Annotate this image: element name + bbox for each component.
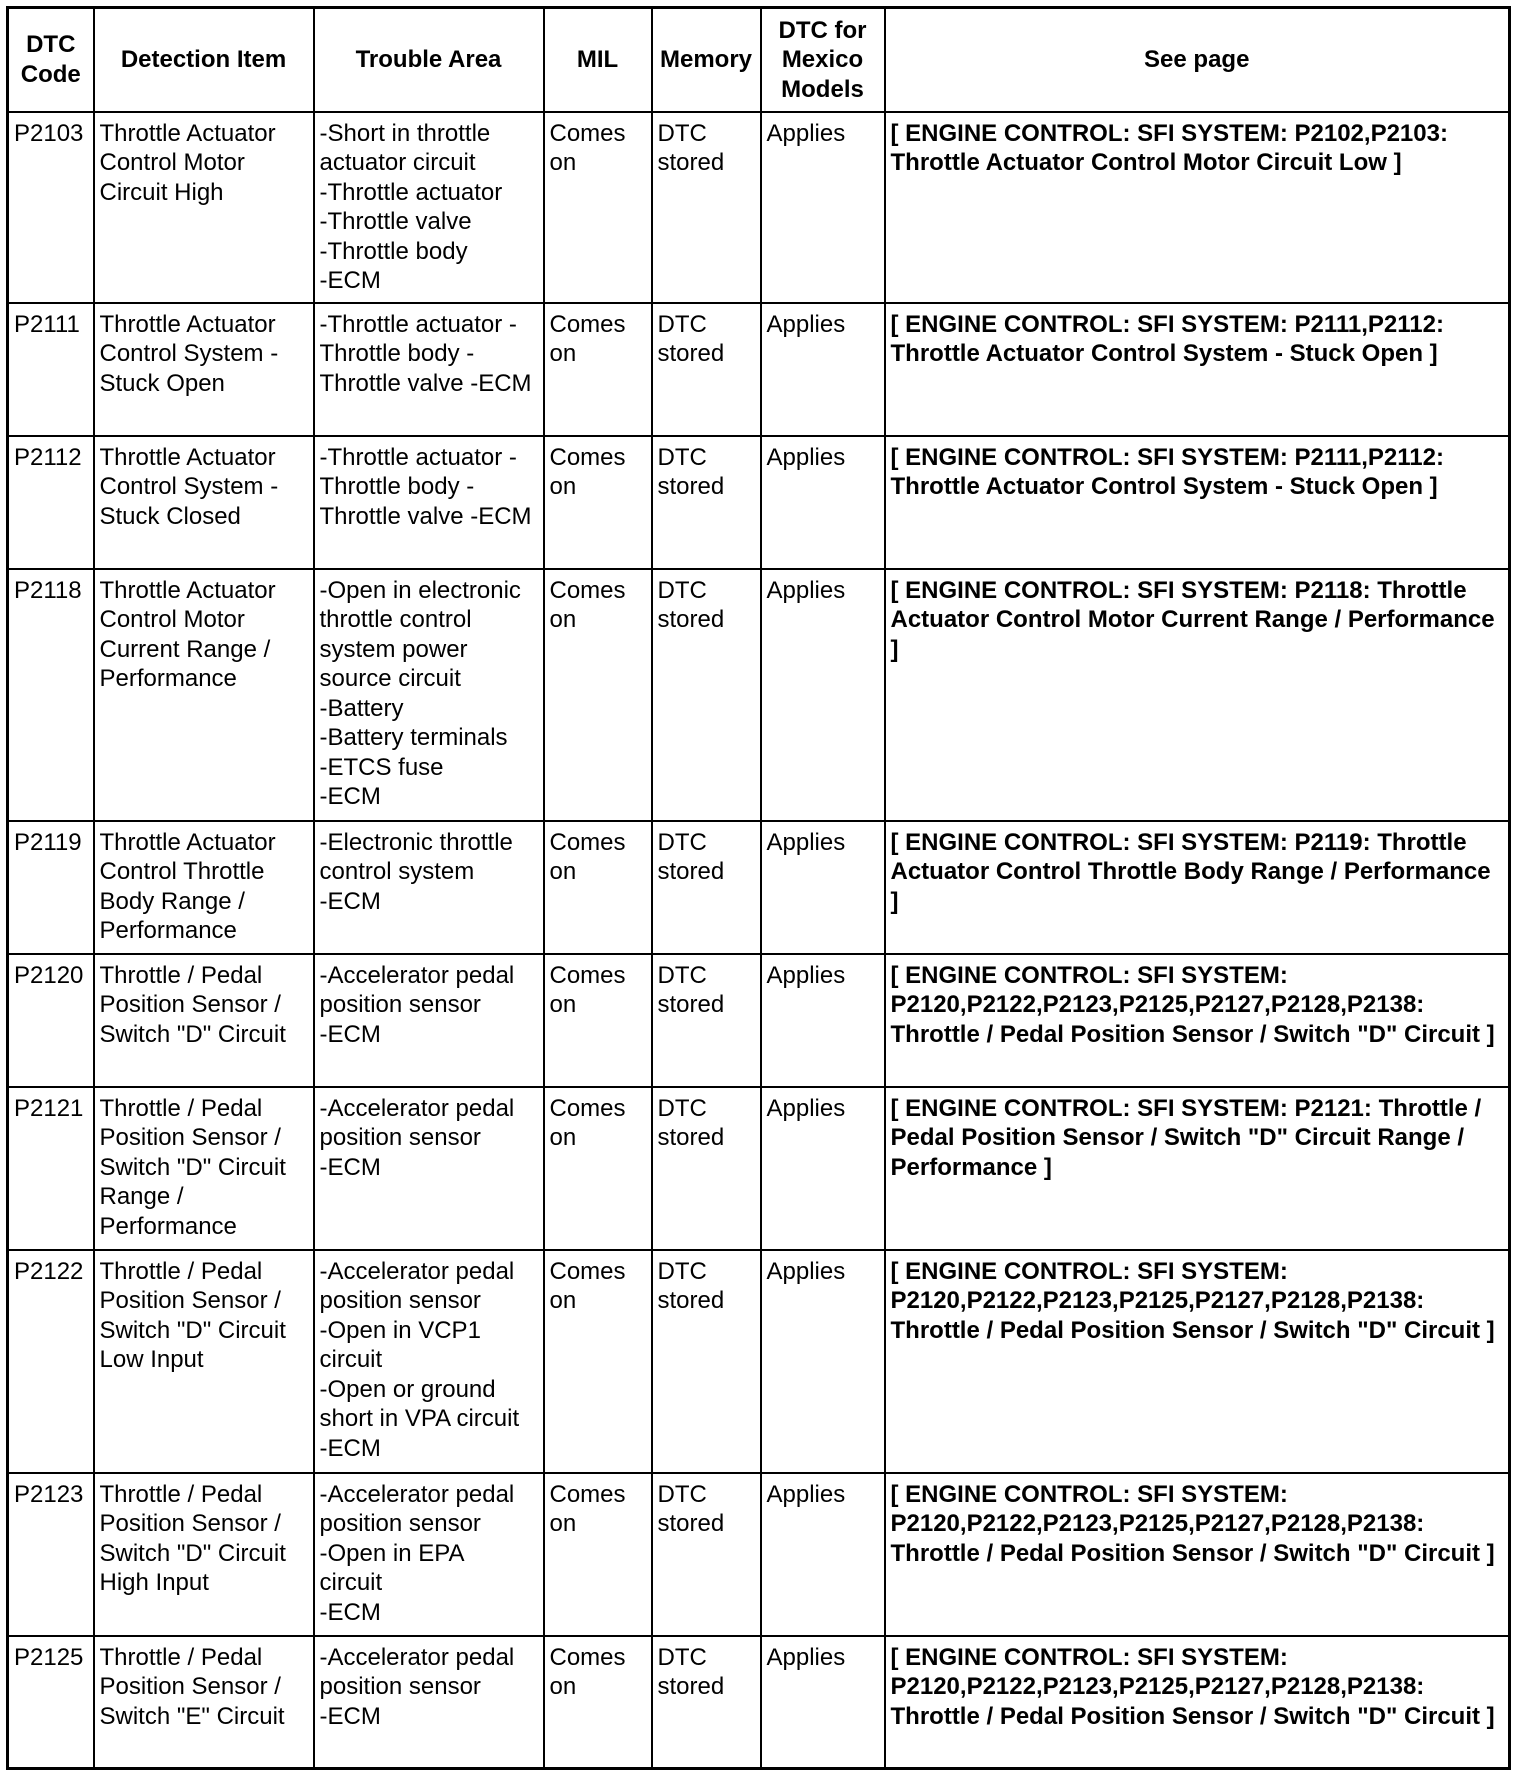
- dtc-code-cell: P2111: [8, 303, 94, 436]
- dtc-code-cell: P2122: [8, 1250, 94, 1473]
- dtc-code-cell: P2123: [8, 1473, 94, 1636]
- table-row: [8, 436, 1510, 569]
- dtc-code-cell: P2120: [8, 954, 94, 1087]
- col-dtc-code: DTC Code: [8, 8, 94, 112]
- memory-cell: DTC stored: [652, 436, 761, 569]
- see-page-cell: [ ENGINE CONTROL: SFI SYSTEM: P2120,P2122,P2123,P2125,P2127,P2128,P2138: Throttle / Pedal Position Sensor / Switch "D" Circuit ]: [885, 1250, 1510, 1473]
- trouble-area-cell: -Throttle actuator -Throttle body -Throttle valve -ECM: [314, 436, 544, 569]
- table-row: [8, 112, 1510, 303]
- col-mil: MIL: [544, 8, 652, 112]
- mil-cell: Comes on: [544, 1250, 652, 1473]
- detection-item-cell: Throttle Actuator Control Throttle Body Range / Performance: [94, 821, 314, 954]
- table-header: [8, 8, 1510, 112]
- trouble-area-cell: -Accelerator pedal position sensor -ECM: [314, 1087, 544, 1250]
- col-trouble-area: Trouble Area: [314, 8, 544, 112]
- trouble-area-cell: -Throttle actuator -Throttle body -Throttle valve -ECM: [314, 303, 544, 436]
- mexico-cell: Applies: [761, 303, 885, 436]
- mexico-cell: Applies: [761, 1473, 885, 1636]
- mexico-cell: Applies: [761, 954, 885, 1087]
- table-row: [8, 569, 1510, 821]
- memory-cell: DTC stored: [652, 1473, 761, 1636]
- detection-item-cell: Throttle Actuator Control System - Stuck Closed: [94, 436, 314, 569]
- see-page-cell: [ ENGINE CONTROL: SFI SYSTEM: P2111,P2112: Throttle Actuator Control System - Stuck Open ]: [885, 303, 1510, 436]
- detection-item-cell: Throttle / Pedal Position Sensor / Switch "E" Circuit: [94, 1636, 314, 1769]
- mil-cell: Comes on: [544, 1087, 652, 1250]
- table-row: [8, 303, 1510, 436]
- dtc-code-cell: P2121: [8, 1087, 94, 1250]
- mil-cell: Comes on: [544, 954, 652, 1087]
- see-page-cell: [ ENGINE CONTROL: SFI SYSTEM: P2111,P2112: Throttle Actuator Control System - Stuck Open ]: [885, 436, 1510, 569]
- trouble-area-cell: -Accelerator pedal position sensor -ECM: [314, 954, 544, 1087]
- mil-cell: Comes on: [544, 303, 652, 436]
- mil-cell: Comes on: [544, 569, 652, 821]
- trouble-area-cell: -Accelerator pedal position sensor -Open in VCP1 circuit -Open or ground short in VPA circuit -ECM: [314, 1250, 544, 1473]
- col-mexico: DTC for Mexico Models: [761, 8, 885, 112]
- table-row: [8, 1250, 1510, 1473]
- detection-item-cell: Throttle Actuator Control Motor Current Range / Performance: [94, 569, 314, 821]
- mil-cell: Comes on: [544, 821, 652, 954]
- memory-cell: DTC stored: [652, 303, 761, 436]
- mil-cell: Comes on: [544, 436, 652, 569]
- trouble-area-cell: -Electronic throttle control system -ECM: [314, 821, 544, 954]
- dtc-code-cell: P2103: [8, 112, 94, 303]
- table-row: [8, 1473, 1510, 1636]
- see-page-cell: [ ENGINE CONTROL: SFI SYSTEM: P2121: Throttle / Pedal Position Sensor / Switch "D" Circuit Range / Performance ]: [885, 1087, 1510, 1250]
- mexico-cell: Applies: [761, 569, 885, 821]
- trouble-area-cell: -Accelerator pedal position sensor -Open in EPA circuit -ECM: [314, 1473, 544, 1636]
- trouble-area-cell: -Short in throttle actuator circuit -Throttle actuator -Throttle valve -Throttle body -ECM: [314, 112, 544, 303]
- table-row: [8, 821, 1510, 954]
- memory-cell: DTC stored: [652, 821, 761, 954]
- mexico-cell: Applies: [761, 1087, 885, 1250]
- detection-item-cell: Throttle / Pedal Position Sensor / Switch "D" Circuit: [94, 954, 314, 1087]
- see-page-cell: [ ENGINE CONTROL: SFI SYSTEM: P2120,P2122,P2123,P2125,P2127,P2128,P2138: Throttle / Pedal Position Sensor / Switch "D" Circuit ]: [885, 1636, 1510, 1769]
- mil-cell: Comes on: [544, 1473, 652, 1636]
- dtc-code-cell: P2112: [8, 436, 94, 569]
- dtc-code-cell: P2119: [8, 821, 94, 954]
- see-page-cell: [ ENGINE CONTROL: SFI SYSTEM: P2102,P2103: Throttle Actuator Control Motor Circuit Low ]: [885, 112, 1510, 303]
- detection-item-cell: Throttle Actuator Control System - Stuck Open: [94, 303, 314, 436]
- see-page-cell: [ ENGINE CONTROL: SFI SYSTEM: P2118: Throttle Actuator Control Motor Current Range / Performance ]: [885, 569, 1510, 821]
- trouble-area-cell: -Accelerator pedal position sensor -ECM: [314, 1636, 544, 1769]
- detection-item-cell: Throttle / Pedal Position Sensor / Switch "D" Circuit High Input: [94, 1473, 314, 1636]
- memory-cell: DTC stored: [652, 954, 761, 1087]
- table-row: [8, 1636, 1510, 1769]
- table-row: [8, 954, 1510, 1087]
- mexico-cell: Applies: [761, 436, 885, 569]
- dtc-code-cell: P2118: [8, 569, 94, 821]
- mexico-cell: Applies: [761, 1250, 885, 1473]
- mil-cell: Comes on: [544, 1636, 652, 1769]
- detection-item-cell: Throttle Actuator Control Motor Circuit High: [94, 112, 314, 303]
- see-page-cell: [ ENGINE CONTROL: SFI SYSTEM: P2120,P2122,P2123,P2125,P2127,P2128,P2138: Throttle / Pedal Position Sensor / Switch "D" Circuit ]: [885, 954, 1510, 1087]
- detection-item-cell: Throttle / Pedal Position Sensor / Switch "D" Circuit Range / Performance: [94, 1087, 314, 1250]
- table-body: [8, 112, 1510, 1769]
- mil-cell: Comes on: [544, 112, 652, 303]
- table-row: [8, 1087, 1510, 1250]
- dtc-code-cell: P2125: [8, 1636, 94, 1769]
- col-detection-item: Detection Item: [94, 8, 314, 112]
- memory-cell: DTC stored: [652, 1250, 761, 1473]
- memory-cell: DTC stored: [652, 1087, 761, 1250]
- see-page-cell: [ ENGINE CONTROL: SFI SYSTEM: P2119: Throttle Actuator Control Throttle Body Range / Performance ]: [885, 821, 1510, 954]
- memory-cell: DTC stored: [652, 1636, 761, 1769]
- col-memory: Memory: [652, 8, 761, 112]
- memory-cell: DTC stored: [652, 112, 761, 303]
- mexico-cell: Applies: [761, 821, 885, 954]
- see-page-cell: [ ENGINE CONTROL: SFI SYSTEM: P2120,P2122,P2123,P2125,P2127,P2128,P2138: Throttle / Pedal Position Sensor / Switch "D" Circuit ]: [885, 1473, 1510, 1636]
- dtc-table: [6, 6, 1511, 1770]
- trouble-area-cell: -Open in electronic throttle control system power source circuit -Battery -Battery terminals -ETCS fuse -ECM: [314, 569, 544, 821]
- mexico-cell: Applies: [761, 112, 885, 303]
- memory-cell: DTC stored: [652, 569, 761, 821]
- col-see-page: See page: [885, 8, 1510, 112]
- mexico-cell: Applies: [761, 1636, 885, 1769]
- detection-item-cell: Throttle / Pedal Position Sensor / Switch "D" Circuit Low Input: [94, 1250, 314, 1473]
